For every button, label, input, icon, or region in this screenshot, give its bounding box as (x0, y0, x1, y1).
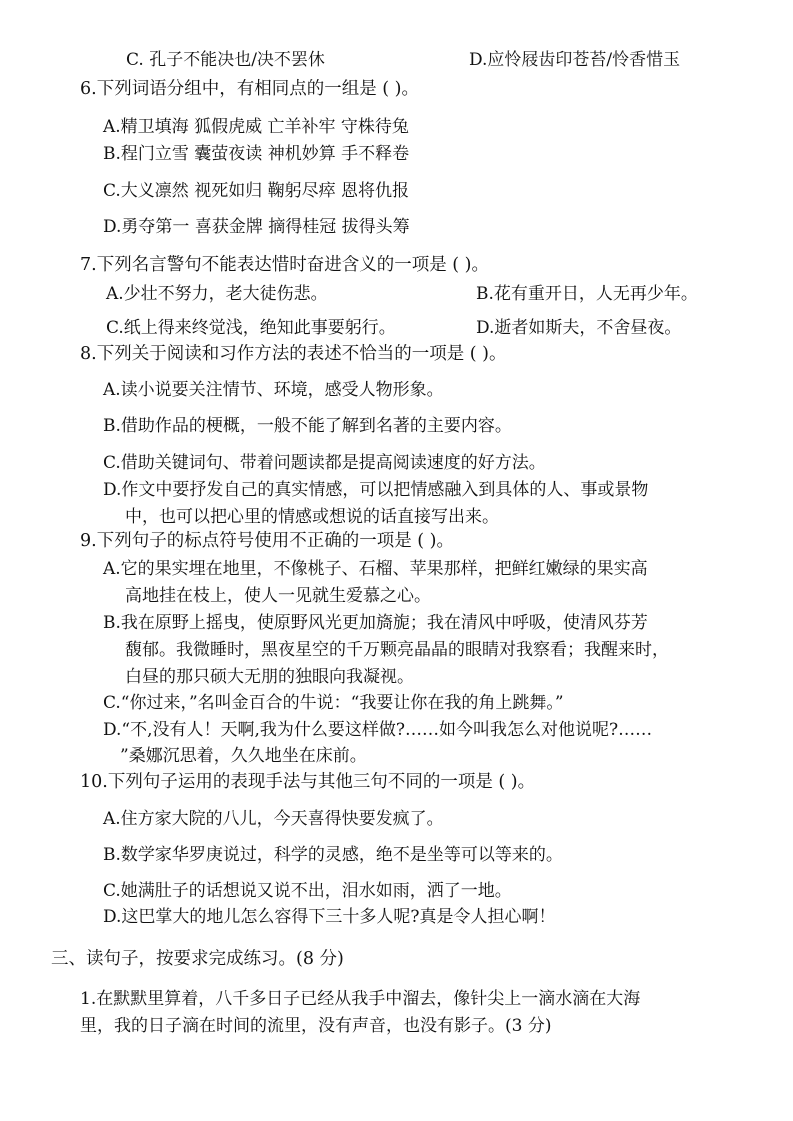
option-5c: C. 孔子不能决也/决不罢休 (126, 50, 325, 70)
option-6d: D.勇夺第一 喜获金牌 摘得桂冠 拔得头筹 (103, 217, 410, 237)
option-5d: D.应怜屐齿印苍苔/怜香惜玉 (469, 50, 681, 70)
option-8b: B.借助作品的梗概，一般不能了解到名著的主要内容。 (103, 416, 512, 436)
option-6c: C.大义凛然 视死如归 鞠躬尽瘁 恩将仇报 (103, 181, 410, 201)
option-7c: C.纸上得来终觉浅，绝知此事要躬行。 (106, 318, 396, 338)
option-9d: D.“不,没有人！天啊,我为什么要这样做?……如今叫我怎么对他说呢?…… (103, 720, 653, 740)
section-3-item-1-cont: 里，我的日子滴在时间的流里，没有声音，也没有影子。(3 分) (80, 1016, 552, 1036)
option-9b-cont1: 馥郁。我微睡时，黑夜星空的千万颗亮晶晶的眼睛对我察看；我醒来时， (125, 640, 669, 660)
option-9a-cont: 高地挂在枝上，使人一见就生爱慕之心。 (125, 586, 431, 606)
option-10a: A.住方家大院的八儿，今天喜得快要发疯了。 (103, 809, 444, 829)
question-10-stem: 10.下列句子运用的表现手法与其他三句不同的一项是 ( )。 (80, 772, 536, 792)
option-8d: D.作文中要抒发自己的真实情感，可以把情感融入到具体的人、事或景物 (103, 480, 649, 500)
option-8c: C.借助关键词句、带着问题读都是提高阅读速度的好方法。 (103, 453, 546, 473)
option-9b-cont2: 白昼的那只硕大无朋的独眼向我凝视。 (125, 667, 414, 687)
question-9-stem: 9.下列句子的标点符号使用不正确的一项是 ( )。 (80, 531, 454, 551)
question-8-stem: 8.下列关于阅读和习作方法的表述不恰当的一项是 ( )。 (80, 344, 507, 364)
question-7-stem: 7.下列名言警句不能表达惜时奋进含义的一项是 ( )。 (80, 255, 489, 275)
option-10d: D.这巴掌大的地儿怎么容得下三十多人呢?真是令人担心啊！ (103, 907, 556, 927)
option-8d-cont: 中，也可以把心里的情感或想说的话直接写出来。 (125, 507, 499, 527)
option-9b: B.我在原野上摇曳，使原野风光更加旖旎；我在清风中呼吸，使清风芬芳 (103, 613, 648, 633)
option-7a: A.少壮不努力，老大徒伤悲。 (106, 284, 328, 304)
option-9a: A.它的果实埋在地里，不像桃子、石榴、苹果那样，把鲜红嫩绿的果实高 (103, 559, 648, 579)
option-8a: A.读小说要关注情节、环境，感受人物形象。 (103, 380, 444, 400)
option-9d-cont: ”桑娜沉思着，久久地坐在床前。 (120, 746, 367, 766)
option-6b: B.程门立雪 囊萤夜读 神机妙算 手不释卷 (103, 144, 410, 164)
option-7b: B.花有重开日，人无再少年。 (476, 284, 698, 304)
section-3-item-1: 1.在默默里算着，八千多日子已经从我手中溜去，像针尖上一滴水滴在大海 (80, 989, 641, 1009)
question-6-stem: 6.下列词语分组中，有相同点的一组是 ( )。 (80, 79, 419, 99)
option-7d: D.逝者如斯夫，不舍昼夜。 (476, 318, 682, 338)
option-10c: C.她满肚子的话想说又说不出，泪水如雨，洒了一地。 (103, 881, 512, 901)
option-9c: C.“你过来，”名叫金百合的牛说：“我要让你在我的角上跳舞。” (103, 693, 564, 713)
section-3-heading: 三、读句子，按要求完成练习。(8 分) (51, 949, 344, 969)
option-10b: B.数学家华罗庚说过，科学的灵感，绝不是坐等可以等来的。 (103, 845, 563, 865)
option-6a: A.精卫填海 狐假虎威 亡羊补牢 守株待兔 (103, 117, 409, 137)
